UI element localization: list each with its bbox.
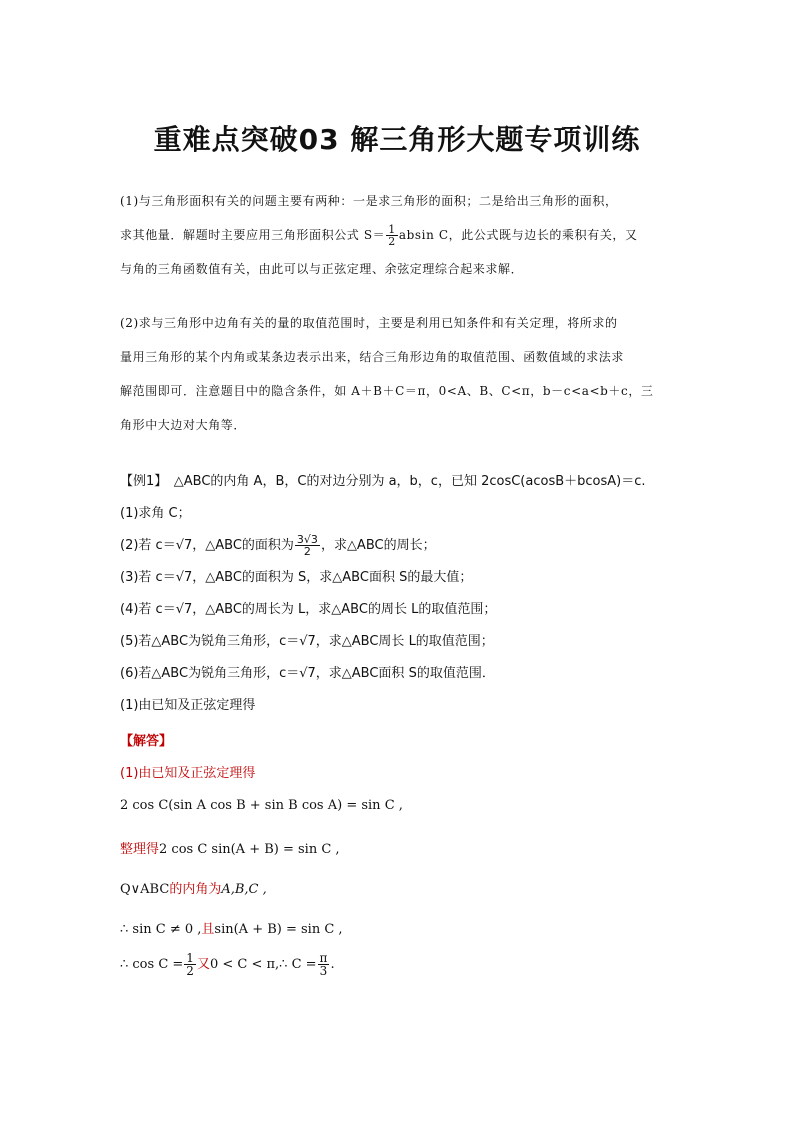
para2-line1: (2)求与三角形中边角有关的量的取值范围时，主要是利用已知条件和有关定理，将所求的 xyxy=(120,316,618,330)
para1-line1: (1)与三角形面积有关的问题主要有两种：一是求三角形的面积；二是给出三角形的面积， xyxy=(120,194,618,208)
eq5-denominator-2: 3 xyxy=(319,964,328,978)
para1-line3: 与角的三角函数值有关，由此可以与正弦定理、余弦定理综合起来求解． xyxy=(120,262,524,276)
equation-3-text: 的内角为 xyxy=(169,882,222,897)
equation-4-line xyxy=(120,918,343,937)
equation-2-prefix: 整理得 xyxy=(120,842,160,857)
equation-3-vars: A,B,C , xyxy=(221,882,267,897)
angle-c-fraction xyxy=(318,952,330,977)
area-value-fraction xyxy=(295,534,320,557)
page-title: 重难点突破03 解三角形大题专项训练 xyxy=(153,123,641,156)
equation-5-a: ∴ cos C = xyxy=(120,957,184,972)
eq5-denominator: 2 xyxy=(186,964,194,978)
frac-denominator: 2 xyxy=(388,235,396,248)
equation-4-mid: 且 xyxy=(201,922,215,937)
para2-line2: 量用三角形的某个内角或某条边表示出来，结合三角形边角的取值范围、函数值域的求法求 xyxy=(120,350,625,364)
equation-5-mid: 又 xyxy=(196,957,210,972)
example-block xyxy=(120,466,680,722)
solution-label: 【解答】 xyxy=(120,734,173,749)
equation-2: 2 cos C sin(A + B) = sin C , xyxy=(159,842,340,857)
equation-5-line xyxy=(120,952,335,977)
cos-c-fraction xyxy=(184,952,196,977)
eq5-numerator-2: π xyxy=(319,951,328,965)
para2-line3: 解范围即可．注意题目中的隐含条件，如 A＋B＋C＝π，0<A、B、C<π，b－c<a<b＋c，三 xyxy=(120,384,654,398)
equation-5-b: 0 < C < π,∴ C = xyxy=(209,957,317,972)
intro-paragraph-2 xyxy=(120,306,676,442)
equation-5-end: . xyxy=(330,957,335,972)
q2-frac-denominator: 2 xyxy=(303,545,311,558)
area-formula-fraction xyxy=(386,224,398,247)
question-3: (3)若 c＝√7，△ABC的面积为 S，求△ABC面积 S的最大值； xyxy=(120,570,473,585)
question-6: (6)若△ABC为锐角三角形，c＝√7，求△ABC面积 S的取值范围． xyxy=(120,666,495,681)
equation-1: 2 cos C(sin A cos B + sin B cos A) = sin C , xyxy=(120,798,403,813)
frac-numerator: 1 xyxy=(388,223,396,236)
step-note: (1)由已知及正弦定理得 xyxy=(120,698,256,713)
solution-step-1: (1)由已知及正弦定理得 xyxy=(120,766,256,781)
para1-line2-before: 求其他量．解题时主要应用三角形面积公式 S＝ xyxy=(120,228,386,242)
question-2-after: ，求△ABC的周长； xyxy=(320,538,436,553)
equation-3-line xyxy=(120,878,267,897)
equation-3-prefix: Q∨ABC xyxy=(120,882,170,897)
q2-frac-numerator: 3√3 xyxy=(296,533,318,546)
intro-paragraph-1 xyxy=(120,184,676,286)
question-4: (4)若 c＝√7，△ABC的周长为 L，求△ABC的周长 L的取值范围； xyxy=(120,602,497,617)
question-5: (5)若△ABC为锐角三角形，c＝√7，求△ABC周长 L的取值范围； xyxy=(120,634,494,649)
eq5-numerator: 1 xyxy=(186,951,194,965)
equation-4-b: sin(A + B) = sin C , xyxy=(214,922,343,937)
question-2-before: (2)若 c＝√7，△ABC的面积为 xyxy=(120,538,294,553)
equation-2-line xyxy=(120,838,340,857)
equation-4-a: ∴ sin C ≠ 0 , xyxy=(120,922,202,937)
para2-line4: 角形中大边对大角等． xyxy=(120,418,247,432)
para1-line2 xyxy=(120,218,676,252)
question-2 xyxy=(120,530,680,562)
para1-line2-after: absin C，此公式既与边长的乘积有关，又 xyxy=(398,228,638,242)
question-1: (1)求角 C； xyxy=(120,506,191,521)
example-heading: 【例1】 △ABC的内角 A，B，C的对边分别为 a，b，c，已知 2cosC(acosB＋bcosA)＝c. xyxy=(120,474,646,489)
